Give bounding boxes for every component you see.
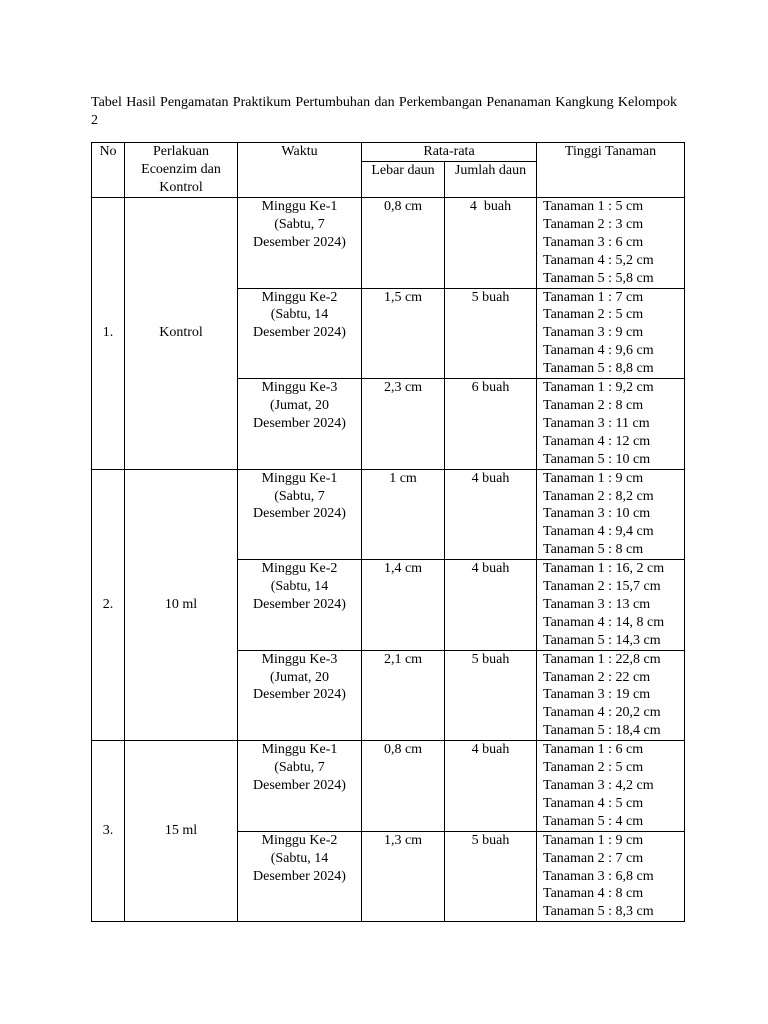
- cell-waktu: [238, 560, 362, 651]
- tinggi-line: Tanaman 1 : 6 cm: [543, 742, 644, 758]
- cell-tinggi-tanaman: [537, 288, 685, 379]
- cell-waktu-line: (Sabtu, 14: [270, 579, 329, 595]
- tinggi-line: Tanaman 4 : 14, 8 cm: [543, 614, 665, 630]
- cell-waktu-line: Minggu Ke-2: [261, 561, 338, 577]
- cell-tinggi-tanaman: [537, 560, 685, 651]
- tinggi-line: Tanaman 3 : 13 cm: [543, 596, 651, 612]
- cell-waktu-line: Desember 2024): [253, 415, 346, 431]
- header-waktu: Waktu: [238, 143, 362, 198]
- cell-tinggi-tanaman: [537, 198, 685, 289]
- cell-waktu: [238, 469, 362, 560]
- tinggi-line: Tanaman 3 : 6,8 cm: [543, 868, 654, 884]
- header-lebar: Lebar daun: [362, 162, 445, 198]
- cell-waktu: [238, 379, 362, 470]
- cell-waktu: [238, 741, 362, 832]
- cell-tinggi-tanaman: [537, 469, 685, 560]
- cell-jumlah-daun: 4 buah: [445, 741, 537, 832]
- tinggi-line: Tanaman 1 : 9 cm: [543, 832, 644, 848]
- cell-lebar-daun: 2,1 cm: [362, 650, 445, 741]
- tinggi-line: Tanaman 5 : 4 cm: [543, 813, 644, 829]
- cell-waktu: [238, 198, 362, 289]
- cell-waktu-line: (Sabtu, 14: [270, 307, 329, 323]
- tinggi-line: Tanaman 4 : 20,2 cm: [543, 705, 661, 721]
- table-caption: Tabel Hasil Pengamatan Praktikum Pertumbuhan dan Perkembangan Penanaman Kangkung Kelompok 2: [91, 95, 677, 128]
- cell-waktu-line: (Sabtu, 7: [274, 216, 325, 232]
- header-perlakuan-line: Ecoenzim dan: [141, 161, 221, 177]
- cell-jumlah-daun: 5 buah: [445, 650, 537, 741]
- cell-lebar-daun: 0,8 cm: [362, 741, 445, 832]
- header-no: No: [92, 143, 125, 198]
- tinggi-line: Tanaman 2 : 22 cm: [543, 669, 651, 685]
- tinggi-line: Tanaman 5 : 14,3 cm: [543, 632, 661, 648]
- cell-waktu-line: Desember 2024): [253, 596, 346, 612]
- cell-lebar-daun: 1 cm: [362, 469, 445, 560]
- cell-tinggi-tanaman: [537, 831, 685, 922]
- tinggi-line: Tanaman 2 : 3 cm: [543, 216, 644, 232]
- cell-waktu-line: Minggu Ke-1: [261, 742, 338, 758]
- tinggi-line: Tanaman 2 : 5 cm: [543, 307, 644, 323]
- header-row-1: [92, 143, 685, 162]
- cell-waktu-line: (Sabtu, 14: [270, 850, 329, 866]
- table-row: [92, 741, 685, 832]
- cell-waktu-line: Minggu Ke-2: [261, 289, 338, 305]
- tinggi-line: Tanaman 1 : 9 cm: [543, 470, 644, 486]
- cell-waktu: [238, 831, 362, 922]
- cell-tinggi-tanaman: [537, 650, 685, 741]
- tinggi-line: Tanaman 4 : 8 cm: [543, 886, 644, 902]
- cell-jumlah-daun: 4 buah: [445, 198, 537, 289]
- tinggi-line: Tanaman 5 : 8,8 cm: [543, 361, 654, 377]
- tinggi-line: Tanaman 1 : 7 cm: [543, 289, 644, 305]
- cell-no: 3.: [92, 741, 125, 922]
- tinggi-line: Tanaman 4 : 9,4 cm: [543, 524, 654, 540]
- tinggi-line: Tanaman 1 : 9,2 cm: [543, 380, 654, 396]
- tinggi-line: Tanaman 3 : 10 cm: [543, 506, 651, 522]
- cell-jumlah-daun: 6 buah: [445, 379, 537, 470]
- tinggi-line: Tanaman 2 : 8 cm: [543, 397, 644, 413]
- cell-no: 1.: [92, 198, 125, 470]
- tinggi-line: Tanaman 4 : 5 cm: [543, 795, 644, 811]
- tinggi-line: Tanaman 1 : 22,8 cm: [543, 651, 661, 667]
- cell-waktu-line: Minggu Ke-1: [261, 199, 338, 214]
- header-tinggi: Tinggi Tanaman: [537, 143, 685, 198]
- cell-waktu-line: Desember 2024): [253, 868, 346, 884]
- cell-waktu-line: Desember 2024): [253, 506, 346, 522]
- cell-waktu-line: (Jumat, 20: [269, 669, 330, 685]
- tinggi-line: Tanaman 3 : 6 cm: [543, 234, 644, 250]
- tinggi-line: Tanaman 5 : 8,3 cm: [543, 904, 654, 920]
- cell-waktu-line: (Sabtu, 7: [274, 488, 325, 504]
- cell-waktu-line: Desember 2024): [253, 234, 346, 250]
- header-jumlah: Jumlah daun: [445, 162, 537, 198]
- cell-waktu-line: Desember 2024): [253, 325, 346, 341]
- cell-perlakuan: 15 ml: [125, 741, 238, 922]
- cell-waktu-line: Minggu Ke-3: [261, 380, 338, 396]
- tinggi-line: Tanaman 4 : 5,2 cm: [543, 252, 654, 268]
- cell-jumlah-daun: 4 buah: [445, 560, 537, 651]
- tinggi-line: Tanaman 3 : 11 cm: [543, 415, 650, 431]
- cell-perlakuan: 10 ml: [125, 469, 238, 741]
- tinggi-line: Tanaman 1 : 5 cm: [543, 199, 644, 214]
- cell-waktu: [238, 288, 362, 379]
- cell-jumlah-daun: 5 buah: [445, 831, 537, 922]
- cell-tinggi-tanaman: [537, 741, 685, 832]
- tinggi-line: Tanaman 5 : 8 cm: [543, 542, 644, 558]
- cell-lebar-daun: 1,5 cm: [362, 288, 445, 379]
- cell-waktu-line: Minggu Ke-2: [261, 832, 338, 848]
- cell-lebar-daun: 0,8 cm: [362, 198, 445, 289]
- cell-waktu-line: (Sabtu, 7: [274, 760, 325, 776]
- cell-lebar-daun: 2,3 cm: [362, 379, 445, 470]
- tinggi-line: Tanaman 2 : 5 cm: [543, 760, 644, 776]
- tinggi-line: Tanaman 3 : 4,2 cm: [543, 778, 654, 793]
- cell-jumlah-daun: 5 buah: [445, 288, 537, 379]
- cell-waktu-line: Minggu Ke-1: [261, 470, 338, 486]
- tinggi-line: Tanaman 4 : 12 cm: [543, 433, 651, 449]
- tinggi-line: Tanaman 5 : 10 cm: [543, 451, 651, 467]
- tinggi-line: Tanaman 5 : 18,4 cm: [543, 723, 661, 739]
- cell-jumlah-daun: 4 buah: [445, 469, 537, 560]
- header-perlakuan: [125, 143, 238, 198]
- table-row: [92, 198, 685, 289]
- tinggi-line: Tanaman 1 : 16, 2 cm: [543, 561, 665, 577]
- cell-waktu-line: Desember 2024): [253, 778, 346, 793]
- tinggi-line: Tanaman 5 : 5,8 cm: [543, 270, 654, 286]
- cell-no: 2.: [92, 469, 125, 741]
- table-row: [92, 469, 685, 560]
- tinggi-line: Tanaman 2 : 8,2 cm: [543, 488, 654, 504]
- cell-waktu-line: Desember 2024): [253, 687, 346, 703]
- cell-perlakuan: Kontrol: [125, 198, 238, 470]
- tinggi-line: Tanaman 4 : 9,6 cm: [543, 343, 654, 359]
- cell-lebar-daun: 1,4 cm: [362, 560, 445, 651]
- header-rata-rata: Rata-rata: [362, 143, 537, 162]
- cell-waktu-line: Minggu Ke-3: [261, 651, 338, 667]
- header-perlakuan-line: Perlakuan: [153, 144, 209, 159]
- cell-waktu-line: (Jumat, 20: [269, 397, 330, 413]
- cell-waktu: [238, 650, 362, 741]
- header-perlakuan-line: Kontrol: [159, 179, 203, 195]
- tinggi-line: Tanaman 3 : 9 cm: [543, 325, 644, 341]
- tinggi-line: Tanaman 2 : 7 cm: [543, 850, 644, 866]
- tinggi-line: Tanaman 2 : 15,7 cm: [543, 579, 661, 595]
- cell-lebar-daun: 1,3 cm: [362, 831, 445, 922]
- tinggi-line: Tanaman 3 : 19 cm: [543, 687, 651, 703]
- observation-table: [91, 142, 685, 922]
- cell-tinggi-tanaman: [537, 379, 685, 470]
